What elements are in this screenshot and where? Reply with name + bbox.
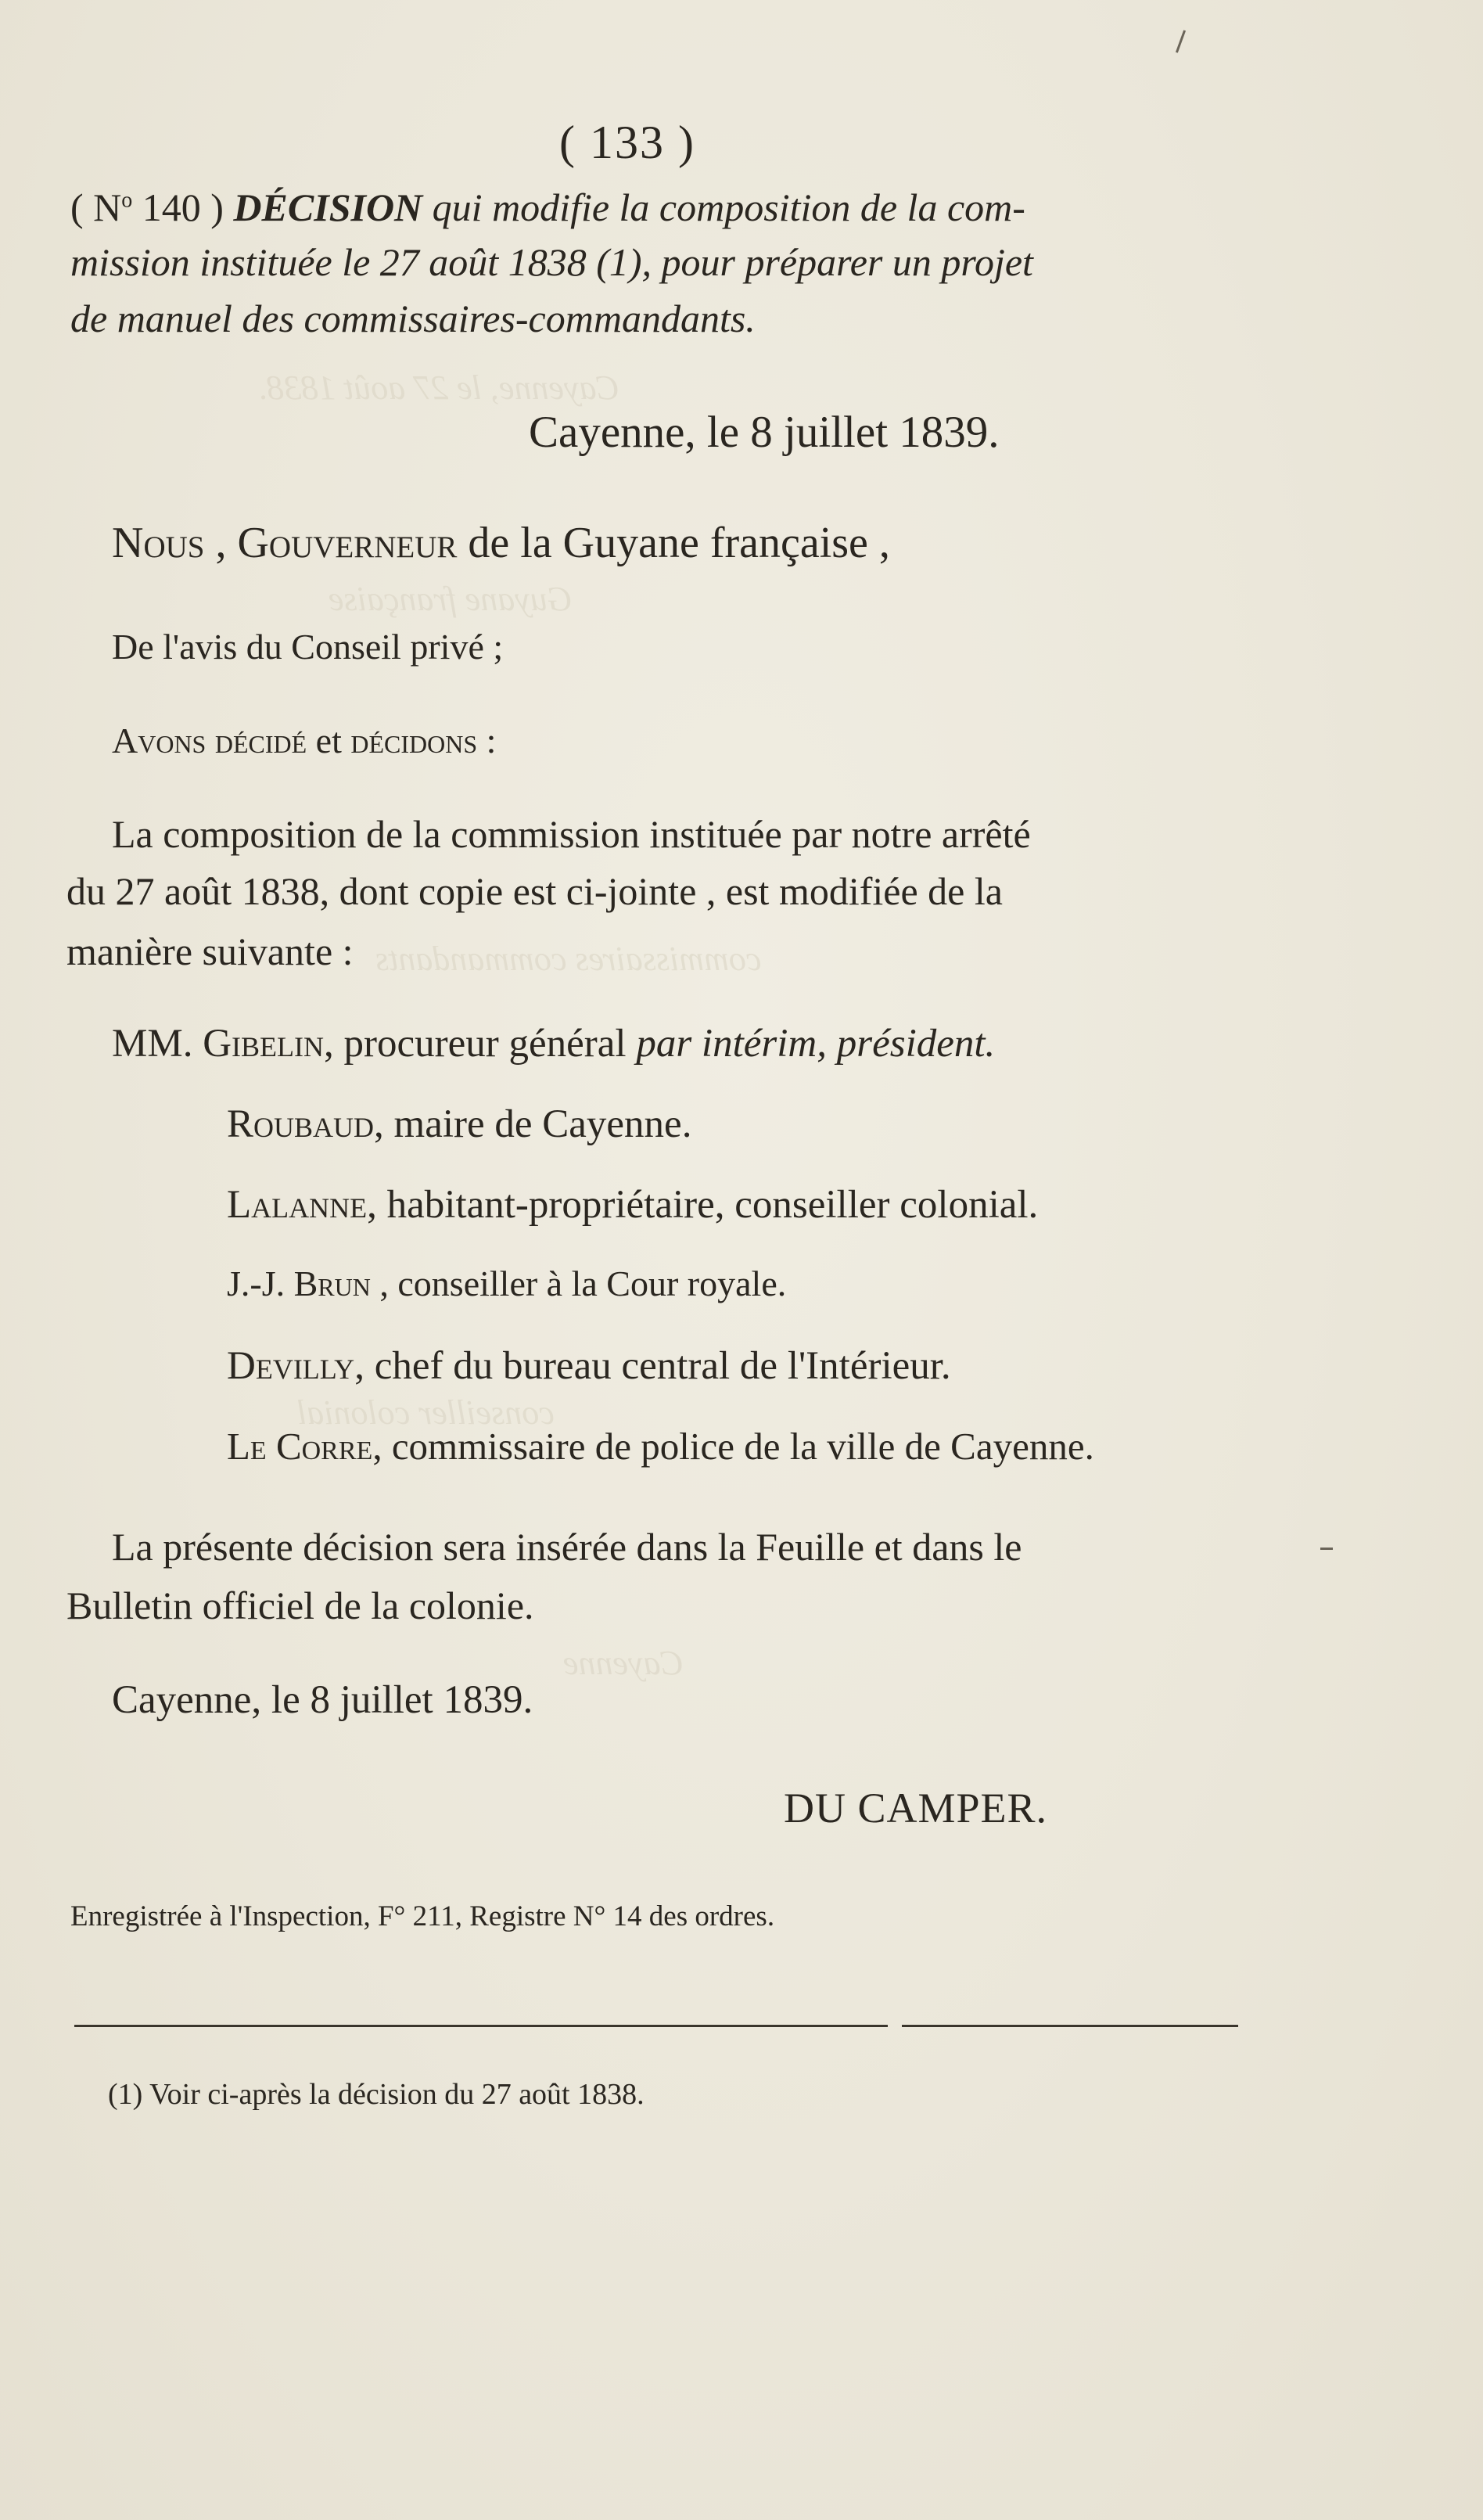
verso-bleed: commissaires commandants	[375, 940, 762, 978]
margin-mark	[1176, 30, 1186, 52]
place-date: Cayenne, le 8 juillet 1839.	[112, 1678, 533, 1722]
member-name: Devilly	[227, 1344, 355, 1388]
member-prefix: MM.	[112, 1022, 193, 1066]
margin-mark	[1320, 1548, 1333, 1550]
member-role: , conseiller à la Cour royale.	[370, 1264, 787, 1303]
member-role: , procureur général	[324, 1022, 637, 1066]
dateline: Cayenne, le 8 juillet 1839.	[529, 408, 1000, 457]
heading-line-1	[70, 185, 1244, 230]
heading-number-sup: o	[121, 188, 133, 213]
decision-avons: Avons décidé	[112, 721, 307, 760]
verso-bleed: Guyane française	[329, 580, 573, 618]
body-line-1: La composition de la commission instituée par notre arrêté	[112, 812, 1031, 856]
member-name: Roubaud	[227, 1102, 375, 1146]
heading-number: 140 )	[132, 185, 234, 229]
decision-decidons: décidons :	[350, 721, 497, 760]
verso-bleed: Cayenne, le 27 août 1838.	[258, 368, 619, 407]
heading-rest: qui modifie la composition de la com-	[422, 185, 1025, 229]
member-name: Brun	[293, 1264, 371, 1303]
footnote: (1) Voir ci-après la décision du 27 août 1838.	[108, 2078, 645, 2111]
member-role: , habitant-propriétaire, conseiller colonial.	[367, 1183, 1039, 1227]
member-role: , maire de Cayenne.	[374, 1102, 692, 1146]
closing-line-1: La présente décision sera insérée dans la Feuille et dans le	[112, 1525, 1022, 1569]
member-role: , chef du bureau central de l'Intérieur.	[354, 1344, 951, 1388]
member-name: Lalanne	[227, 1183, 368, 1227]
member-devilly	[227, 1343, 951, 1389]
footnote-rule-left	[74, 2025, 888, 2027]
member-brun	[227, 1263, 786, 1304]
decision-line	[112, 720, 496, 761]
preamble: Nous , Gouverneur de la Guyane française ,	[112, 519, 890, 567]
decision-et: et	[307, 721, 351, 760]
preamble-nous: Nous	[112, 519, 205, 567]
heading-number-open: ( N	[70, 185, 122, 229]
heading-line-2: mission instituée le 27 août 1838 (1), pour préparer un projet	[70, 240, 1033, 284]
member-le-corre	[227, 1424, 1094, 1469]
body-line-2: du 27 août 1838, dont copie est ci-jointe , est modifiée de la	[66, 869, 1003, 913]
member-roubaud	[227, 1102, 691, 1147]
member-role: , commissaire de police de la ville de Cayenne.	[372, 1425, 1094, 1468]
heading-title: DÉCISION	[233, 185, 423, 229]
page-number: ( 133 )	[559, 117, 695, 168]
registration-note: Enregistrée à l'Inspection, F° 211, Registre N° 14 des ordres.	[70, 1900, 775, 1932]
preamble-rest: de la Guyane française ,	[457, 519, 890, 567]
member-name-plain: J.-J.	[227, 1264, 294, 1303]
closing-line-2: Bulletin officiel de la colonie.	[66, 1584, 534, 1627]
member-name: Le Corre	[227, 1425, 373, 1468]
signature: DU CAMPER.	[784, 1785, 1048, 1832]
avis-line: De l'avis du Conseil privé ;	[112, 627, 504, 667]
member-name: Gibelin	[203, 1022, 325, 1066]
heading-line-3: de manuel des commissaires-commandants.	[70, 297, 756, 340]
verso-bleed: conseiller colonial	[297, 1393, 555, 1432]
member-role-italic: par intérim, président.	[636, 1022, 996, 1066]
member-lalanne	[227, 1182, 1038, 1228]
member-gibelin	[112, 1021, 995, 1066]
verso-bleed: Cayenne	[563, 1644, 684, 1682]
body-line-3: manière suivante :	[66, 929, 354, 973]
footnote-rule-right	[902, 2025, 1238, 2027]
preamble-gouverneur: Gouverneur	[237, 519, 458, 567]
